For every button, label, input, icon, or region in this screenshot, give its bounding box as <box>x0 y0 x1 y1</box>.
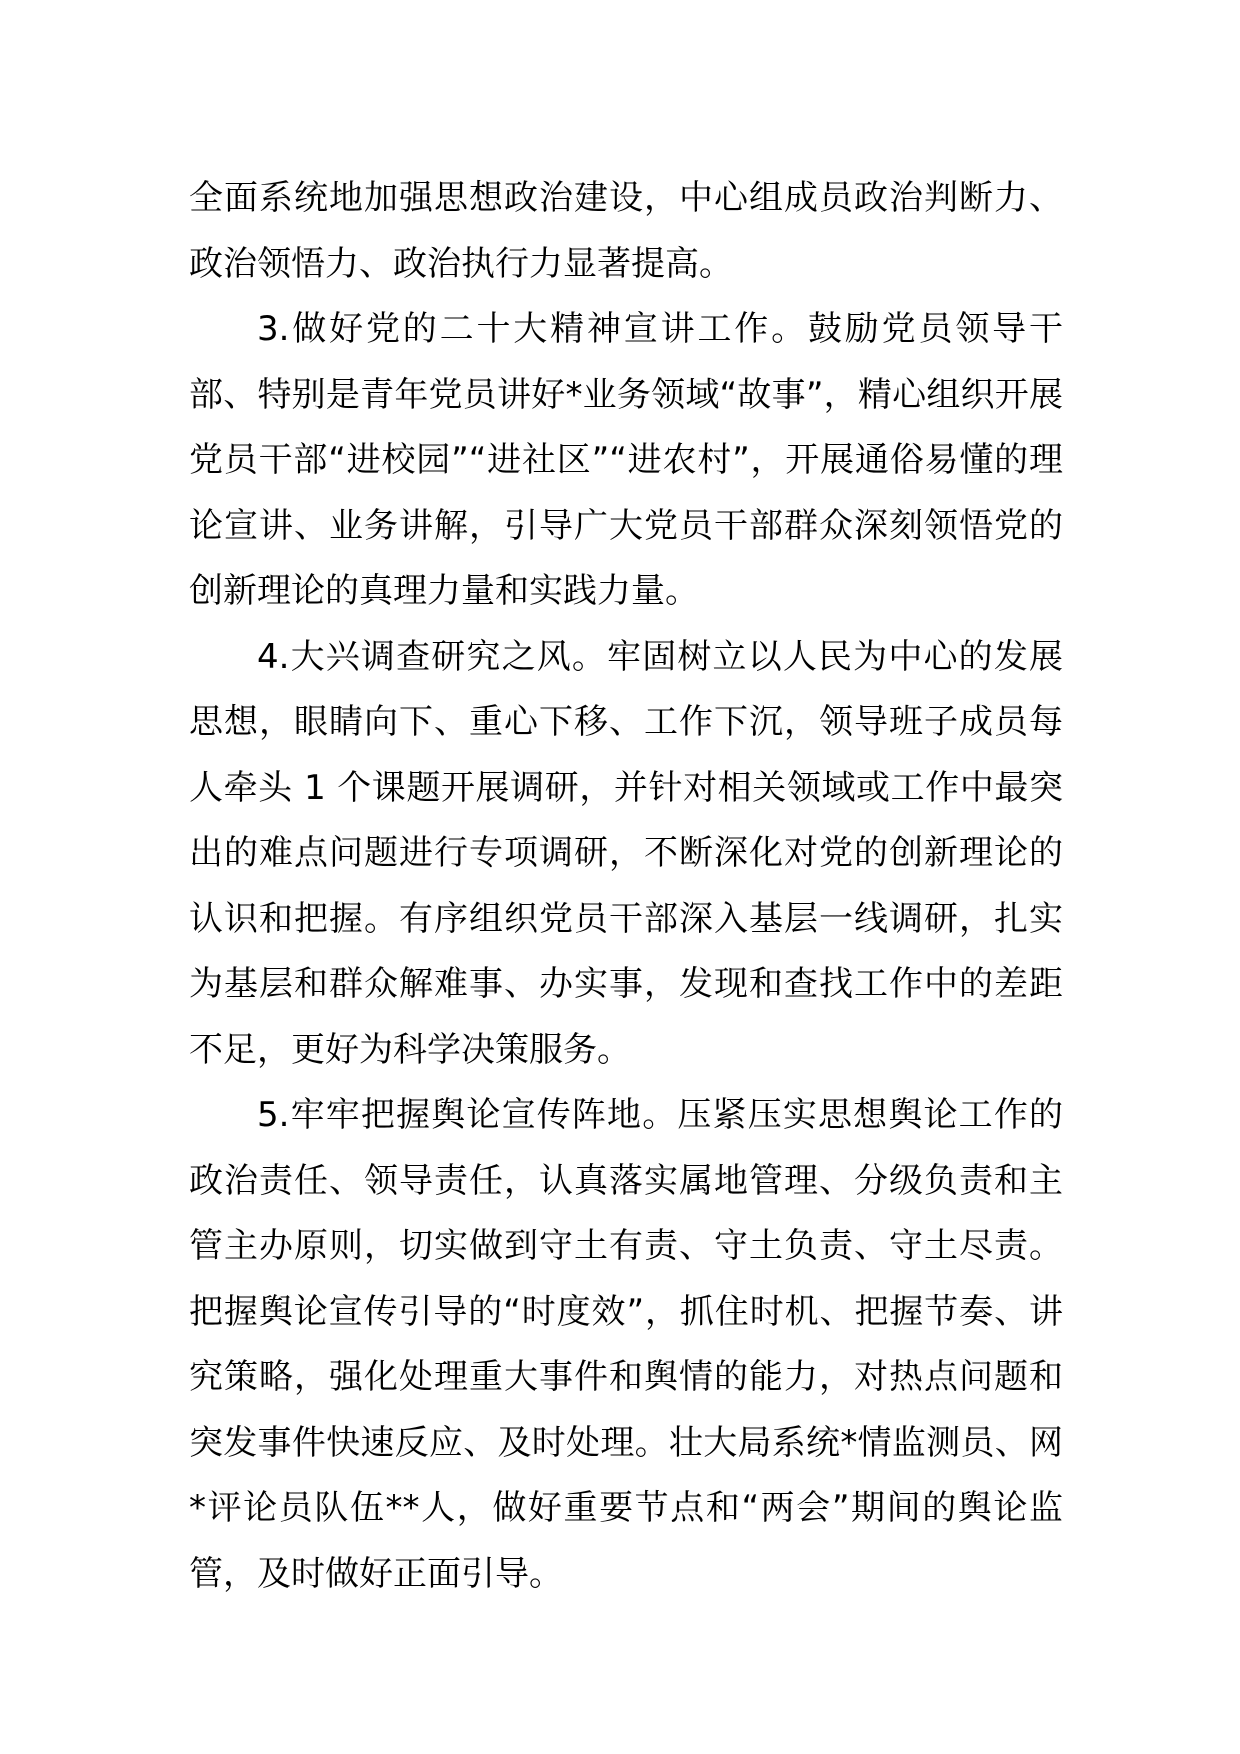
paragraph-item-4: 4.大兴调查研究之风。牢固树立以人民为中心的发展思想，眼睛向下、重心下移、工作下沉，领导班子成员每人牵头 1 个课题开展调研，并针对相关领域或工作中最突出的难点问题进行专项调研，不断深化对党的创新理论的认识和把握。有序组织党员干部深入基层一线调研，扎实为基层和群众解难事、办实事，发现和查找工作中的差距不足，更好为科学决策服务。 <box>189 636 1063 1070</box>
paragraph-item-5: 5.牢牢把握舆论宣传阵地。压紧压实思想舆论工作的政治责任、领导责任，认真落实属地管理、分级负责和主管主办原则，切实做到守土有责、守土负责、守土尽责。把握舆论宣传引导的“时度效”，抓住时机、把握节奏、讲究策略，强化处理重大事件和舆情的能力，对热点问题和突发事件快速反应、及时处理。壮大局系统*情监测员、网*评论员队伍**人，做好重要节点和“两会”期间的舆论监管，及时做好正面引导。 <box>189 1095 1063 1594</box>
paragraph-continuation: 全面系统地加强思想政治建设，中心组成员政治判断力、政治领悟力、政治执行力显著提高。 <box>189 178 1063 284</box>
paragraph-item-3: 3.做好党的二十大精神宣讲工作。鼓励党员领导干部、特别是青年党员讲好*业务领域“故事”，精心组织开展党员干部“进校园”“进社区”“进农村”，开展通俗易懂的理论宣讲、业务讲解，引导广大党员干部群众深刻领悟党的创新理论的真理力量和实践力量。 <box>189 309 1063 611</box>
document-body <box>189 166 1063 1607</box>
